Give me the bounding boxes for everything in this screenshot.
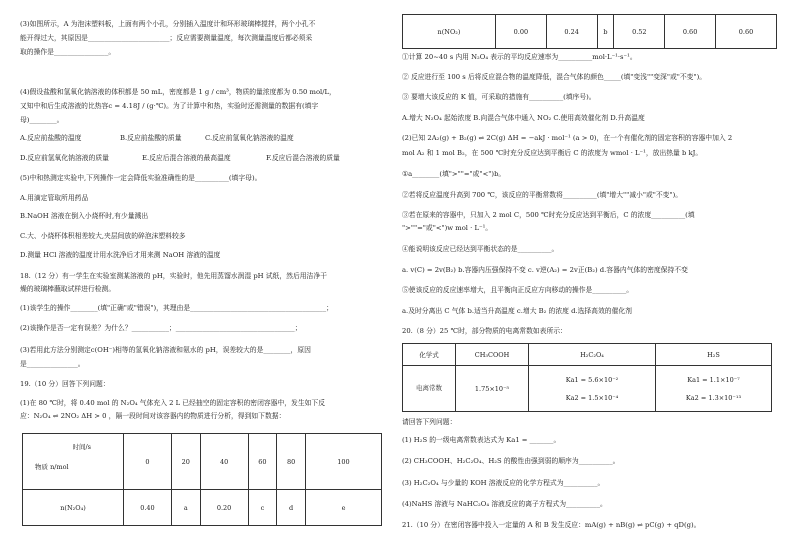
text-line: (2)该操作是否一定有误差？为什么？___________；___________________________________； bbox=[20, 324, 302, 332]
text-line: 18.（12 分）有一学生在实验室测某溶液的 pH，实验时，他先用蒸馏水润湿 pH 试纸，然后用洁净干 bbox=[20, 272, 327, 280]
text-line: ">""="或"<")w mol · L⁻¹。 bbox=[402, 224, 493, 232]
table-header-cell: 40 bbox=[200, 434, 248, 490]
text-line: 应：N₂O₄ ⇌ 2NO₂ ΔH > 0 ，隔一段时间对该容器内的物质进行分析，得到如下数据： bbox=[20, 412, 286, 420]
option: A.反应前盐酸的温度 bbox=[20, 134, 82, 142]
text-line: (4)NaHS 溶液与 NaHC₂O₄ 溶液反应的离子方程式为__________。 bbox=[402, 500, 607, 508]
table-cell: 0.40 bbox=[124, 490, 172, 526]
text-line: (3)若用此方法分别测定c(OH⁻)相等的氢氧化钠溶液和氨水的 pH，误差较大的是________，原因 bbox=[20, 346, 311, 354]
text-line: ①计算 20~40 s 内用 N₂O₄ 表示的平均反应速率为__________mol·L⁻¹·s⁻¹。 bbox=[402, 53, 637, 61]
ka-value: Ka2 = 1.3×10⁻¹³ bbox=[685, 393, 742, 402]
text-line: ②若将反应温度升高到 700 ℃，该反应的平衡常数将__________(填"增大""减小"或"不变")。 bbox=[402, 191, 683, 199]
table-row-label: n(NO₂) bbox=[403, 15, 496, 49]
option: F.反应后混合溶液的质量 bbox=[266, 154, 340, 162]
text-line: (2) CH₃COOH、H₂C₂O₄、H₂S 的酸性由强到弱的顺序为__________。 bbox=[402, 457, 620, 465]
ionization-constant-table bbox=[402, 343, 772, 412]
table-cell: 0.20 bbox=[200, 490, 248, 526]
option: E.反应后混合溶液的最高温度 bbox=[142, 154, 231, 162]
text-line: ② 反应进行至 100 s 后将反应混合物的温度降低，混合气体的颜色_____(填"变浅""变深"或"不变")。 bbox=[402, 73, 707, 81]
table-cell bbox=[529, 366, 656, 412]
table-header-cell: H₂S bbox=[656, 344, 772, 366]
text-line: (3)如图所示，A 为泡沫塑料板，上面有两个小孔，分别插入温度计和环形玻璃棒搅拌，两个小孔不 bbox=[20, 20, 316, 28]
text-line: 又知中和后生成溶液的比热容c = 4.18J / (g·℃)。为了计算中和热，实验时还需测量的数据有(填字 bbox=[20, 102, 319, 110]
table-cell: 0.52 bbox=[614, 15, 665, 49]
option: C.反应前氢氧化钠溶液的温度 bbox=[205, 134, 294, 142]
text-line: ①a________(填">""="或"<")b。 bbox=[402, 170, 506, 178]
table-header-cell: 20 bbox=[171, 434, 200, 490]
text-line: (5)中和热测定实验中,下列操作一定会降低实验准确性的是__________(填字母)。 bbox=[20, 174, 262, 182]
option: A.用滴定管取所用药品 bbox=[20, 194, 89, 202]
text-line: ④能说明该反应已经达到平衡状态的是__________。 bbox=[402, 245, 559, 253]
table-header-cell: H₂C₂O₄ bbox=[529, 344, 656, 366]
table-cell: d bbox=[277, 490, 306, 526]
table-cell: 0.60 bbox=[716, 15, 777, 49]
text-line: ⑤使该反应的反应速率增大，且平衡向正反应方向移动的操作是__________。 bbox=[402, 286, 634, 294]
text-line: mol A₂ 和 1 mol B₂，在 500 ℃时充分反应达到平衡后 C 的浓度为 wmol · L⁻¹，放出热量 b kJ。 bbox=[402, 149, 703, 157]
text-line: 是_______________。 bbox=[20, 360, 85, 368]
text-line: 取的操作是________________。 bbox=[20, 48, 116, 56]
text-line: a. v(C) = 2v(B₂) b.容器内压强保持不变 c. v逆(A₂) = 2v正(B₂) d.容器内气体的密度保持不变 bbox=[402, 266, 688, 274]
table-cell: b bbox=[597, 15, 614, 49]
table-cell: e bbox=[306, 490, 382, 526]
text-line: 20.（8 分）25 ℃时，部分物质的电离常数如表所示： bbox=[402, 327, 567, 335]
ka-value: Ka1 = 5.6×10⁻² bbox=[565, 375, 619, 384]
text-line: ③ 要增大该反应的 K 值，可采取的措施有__________(填序号)。 bbox=[402, 93, 596, 101]
table-cell: a bbox=[171, 490, 200, 526]
table-cell: 0.24 bbox=[546, 15, 597, 49]
text-line: A.增大 N₂O₄ 起始浓度 B.向混合气体中通入 NO₂ C.使用高效催化剂 D.升高温度 bbox=[402, 114, 645, 122]
option: D.反应前氢氧化钠溶液的质量 bbox=[20, 154, 109, 162]
text-line: 燥的玻璃棒蘸取试样进行检测。 bbox=[20, 285, 116, 293]
text-line: a.及时分离出 C 气体 b.适当升高温度 c.增大 B₂ 的浓度 d.选择高效的催化剂 bbox=[402, 307, 632, 315]
substance-label: 物质 n/mol bbox=[35, 463, 69, 471]
option: C.大、小烧杯体积相差较大,夹层间放的碎泡沫塑料较多 bbox=[20, 232, 186, 240]
ka-value: Ka2 = 1.5×10⁻⁴ bbox=[565, 393, 619, 402]
ka-value: Ka1 = 1.1×10⁻⁷ bbox=[687, 375, 740, 384]
text-line: (1) H₂S 的一级电离常数表达式为 Ka1 = _______。 bbox=[402, 436, 561, 444]
option: D.测量 HCl 溶液的温度计用水洗净后才用来测 NaOH 溶液的温度 bbox=[20, 251, 221, 259]
table-header-cell: CH₃COOH bbox=[456, 344, 529, 366]
table-row-label: 电离常数 bbox=[403, 366, 456, 412]
table-cell: 0.00 bbox=[496, 15, 547, 49]
text-line: 能开得过大，其原因是________________________；反应需要测量温度，每次测量温度后都必须采 bbox=[20, 34, 313, 42]
option: B.NaOH 溶液在倒入小烧杯时,有少量溅出 bbox=[20, 212, 149, 220]
time-label: 时间/s bbox=[72, 443, 91, 451]
table-cell: 0.60 bbox=[665, 15, 716, 49]
kinetics-table-top bbox=[22, 433, 382, 526]
table-cell: c bbox=[248, 490, 277, 526]
text-line: 19.（10 分）回答下列问题： bbox=[20, 380, 110, 388]
table-header-cell: 80 bbox=[277, 434, 306, 490]
text-line: (3) H₂C₂O₄ 与少量的 KOH 溶液反应的化学方程式为__________。 bbox=[402, 479, 605, 487]
text-line: 21.（10 分）在密闭容器中投入一定量的 A 和 B 发生反应：mA(g) + nB(g) ⇌ pC(g) + qD(g)。 bbox=[402, 521, 701, 529]
text-line: 母)________。 bbox=[20, 116, 64, 124]
table-cell bbox=[656, 366, 772, 412]
table-row-label: n(N₂O₄) bbox=[23, 490, 124, 526]
text-line: 请回答下列问题： bbox=[402, 418, 457, 426]
text-line: (2)已知 2A₂(g) + B₂(g) ⇌ 2C(g) ΔH = −akJ · mol⁻¹ (a > 0)，在一个有催化剂的固定容积的容器中加入 2 bbox=[402, 134, 733, 142]
option: B.反应前盐酸的质量 bbox=[120, 134, 182, 142]
text-line: (1)该学生的操作________(填"正确"或"错误")，其理由是________________________________________； bbox=[20, 304, 333, 312]
table-header-cell: 化学式 bbox=[403, 344, 456, 366]
table-cell: 1.75×10⁻⁵ bbox=[456, 366, 529, 412]
table-header-cell bbox=[23, 434, 124, 490]
text-line: ③若在原来的容器中，只加入 2 mol C，500 ℃时充分反应达到平衡后，C 的浓度__________(填 bbox=[402, 211, 695, 219]
kinetics-table-bottom bbox=[402, 14, 777, 49]
table-header-cell: 60 bbox=[248, 434, 277, 490]
table-header-cell: 100 bbox=[306, 434, 382, 490]
text-line: (1)在 80 ℃时，将 0.40 mol 的 N₂O₄ 气体充入 2 L 已经抽空的固定容积的密闭容器中，发生如下反 bbox=[20, 399, 326, 407]
table-header-cell: 0 bbox=[124, 434, 172, 490]
text-line: (4)假设盐酸和氢氧化钠溶液的体积都是 50 mL，密度都是 1 g / cm³，物质的量浓度都为 0.50 mol/L， bbox=[20, 88, 336, 96]
